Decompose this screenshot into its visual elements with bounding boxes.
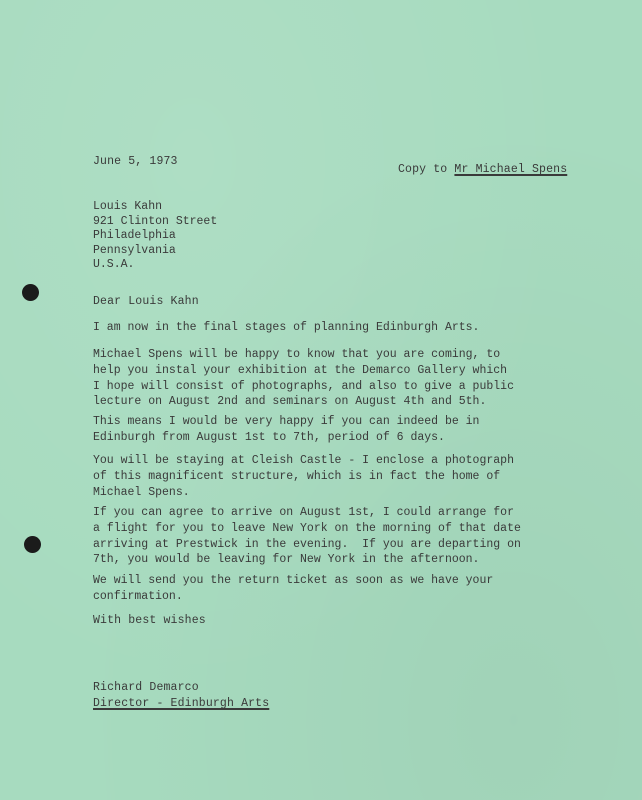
punch-hole	[24, 536, 41, 553]
address-line: U.S.A.	[93, 258, 135, 271]
body-paragraph	[93, 505, 563, 568]
paragraph-line: Edinburgh from August 1st to 7th, period of 6 days.	[93, 430, 445, 444]
copy-to-recipient: Mr Michael Spens	[454, 163, 568, 176]
paragraph-line: lecture on August 2nd and seminars on August 4th and 5th.	[93, 395, 487, 409]
paragraph-line: a flight for you to leave New York on the morning of that date	[93, 521, 521, 535]
body-paragraph	[93, 347, 563, 410]
paragraph-line: Michael Spens will be happy to know that you are coming, to	[93, 348, 501, 361]
paragraph-line: Michael Spens.	[93, 485, 190, 499]
paragraph-line: If you can agree to arrive on August 1st, I could arrange for	[93, 506, 514, 519]
paragraph-line: You will be staying at Cleish Castle - I enclose a photograph	[93, 454, 514, 467]
body-paragraph	[93, 320, 563, 336]
copy-to-prefix: Copy to	[398, 163, 455, 176]
letter-date: June 5, 1973	[93, 155, 178, 168]
closing: With best wishes	[93, 614, 206, 627]
paragraph-line: I am now in the final stages of planning Edinburgh Arts.	[93, 321, 480, 334]
body-paragraph	[93, 573, 563, 605]
paragraph-line: arriving at Prestwick in the evening. If you are departing on	[93, 537, 521, 551]
paragraph-line: This means I would be very happy if you can indeed be in	[93, 415, 480, 428]
paragraph-line: We will send you the return ticket as soon as we have your	[93, 574, 494, 587]
paragraph-line: of this magnificent structure, which is in fact the home of	[93, 469, 501, 483]
copy-to-line	[398, 163, 567, 177]
punch-hole	[22, 284, 39, 301]
body-paragraph	[93, 453, 563, 500]
address-line: Pennsylvania	[93, 243, 176, 257]
address-line: 921 Clinton Street	[93, 214, 218, 228]
signatory-title: Director - Edinburgh Arts	[93, 697, 270, 710]
recipient-address	[93, 200, 217, 273]
body-paragraph	[93, 414, 563, 446]
paragraph-line: confirmation.	[93, 589, 183, 603]
address-line: Philadelphia	[93, 229, 176, 242]
address-line: Louis Kahn	[93, 200, 163, 213]
paragraph-line: I hope will consist of photographs, and also to give a public	[93, 379, 514, 393]
paragraph-line: 7th, you would be leaving for New York in the afternoon.	[93, 553, 480, 567]
paragraph-line: help you instal your exhibition at the Demarco Gallery which	[93, 363, 508, 377]
salutation: Dear Louis Kahn	[93, 295, 199, 308]
signatory-name: Richard Demarco	[93, 681, 199, 694]
